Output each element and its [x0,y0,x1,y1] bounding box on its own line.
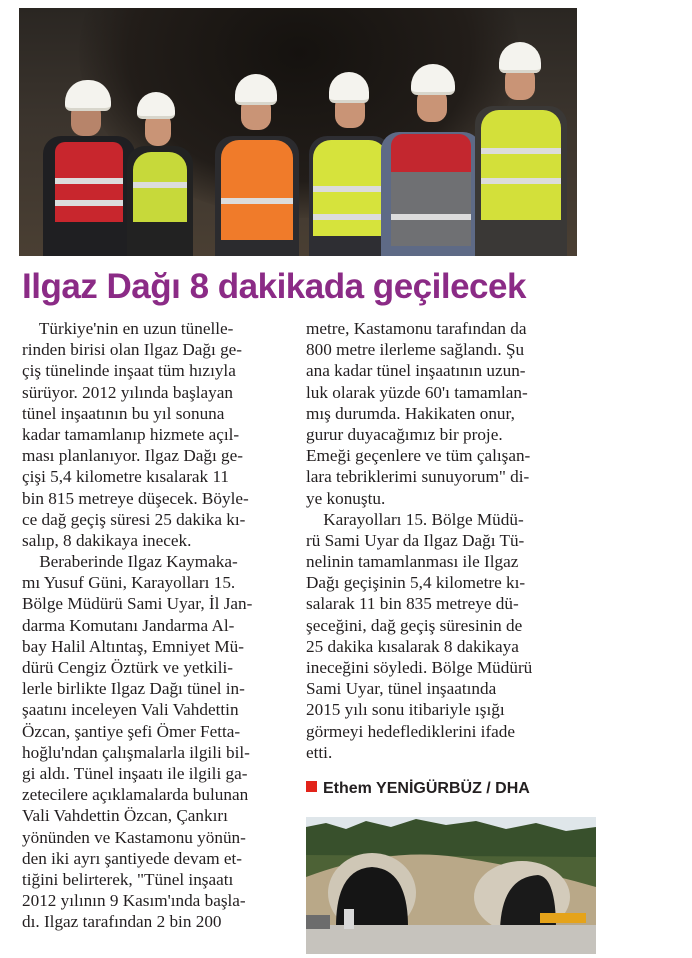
text-line: nelinin tamamlanması ile Ilgaz [306,552,519,572]
worker-figure [121,86,201,256]
text-line: bin 815 metreye düşecek. Böyle- [22,488,249,508]
text-line: zetecilere açıklamalarda bulunan [22,785,249,805]
worker-figure [471,30,571,256]
text-line: sürüyor. 2012 yılında başlayan [22,382,233,402]
text-line: Dağı geçişinin 5,4 kilometre kı- [306,573,526,593]
text-line: gurur duyacağımız bir proje. [306,424,503,444]
text-line: 25 dakika kısalarak 8 dakikaya [306,636,519,656]
text-line: bay Halil Altıntaş, Emniyet Mü- [22,636,244,656]
text-line: Beraberinde Ilgaz Kaymaka- [22,552,238,572]
text-line: etti. [306,742,333,762]
text-line: tünel inşaatının bu yıl sonuna [22,403,225,423]
text-line: ması planlanıyor. Ilgaz Dağı ge- [22,446,243,466]
text-line: Karayolları 15. Bölge Müdü- [306,509,524,529]
text-line: 2012 yılının 9 Kasım'ında başla- [22,891,246,911]
worker-figure [375,46,485,256]
text-line: şeceğini, dağ geçiş süresinin de [306,615,523,635]
text-line: lerle birlikte Ilgaz Dağı tünel in- [22,679,245,699]
article-headline: Ilgaz Dağı 8 dakikada geçilecek [22,267,526,306]
text-line: lara tebriklerimi sunuyorum" di- [306,467,530,487]
text-line: luk olarak yüzde 60'ı tamamlan- [306,382,528,402]
text-line: çiş tünelinde inşaat tüm hızıyla [22,361,236,381]
text-line: yönünden ve Kastamonu yönün- [22,827,246,847]
text-line: Emeği geçenlere ve tüm çalışan- [306,446,531,466]
text-line: dürü Cengiz Öztürk ve yetkili- [22,658,233,677]
text-line: salıp, 8 dakikaya inecek. [22,530,192,550]
article-body-left-column [22,318,294,932]
worker-figure [207,56,307,256]
text-line: şaatını inceleyen Vali Vahdettin [22,700,239,720]
text-line: den iki ayrı şantiyede devam et- [22,848,243,868]
photo-tunnel-inspection [19,8,577,256]
text-line: 800 metre ilerleme sağlandı. Şu [306,340,525,360]
text-line: kadar tamamlanıp hizmete açıl- [22,424,240,444]
text-line: dı. Ilgaz tarafından 2 bin 200 [22,912,222,932]
text-line: ana kadar tünel inşaatının uzun- [306,361,526,381]
text-line: ineceğini söyledi. Bölge Müdürü [306,658,533,677]
text-line: metre, Kastamonu tarafından da [306,319,527,338]
article-body-right-column [306,318,578,763]
text-line: rinden birisi olan Ilgaz Dağı ge- [22,340,243,360]
text-line: rü Sami Uyar da Ilgaz Dağı Tü- [306,530,525,550]
text-line: gi aldı. Tünel inşaatı ile ilgili ga- [22,763,248,783]
byline-marker-icon [306,781,317,792]
text-line: görmeyi hedeflediklerini ifade [306,721,516,741]
text-line: Türkiye'nin en uzun tünelle- [22,319,234,338]
text-line: çişi 5,4 kilometre kısalarak 11 [22,467,229,487]
text-line: hoğlu'ndan çalışmalarla ilgili bil- [22,742,250,762]
text-line: 2015 yılı sonu itibariyle ışığı [306,700,505,720]
text-line: tiğini belirterek, "Tünel inşaatı [22,869,234,889]
byline-text: Ethem YENİGÜRBÜZ / DHA [323,780,530,797]
text-line: mı Yusuf Güni, Karayolları 15. [22,573,236,593]
text-line: ye konuştu. [306,488,386,508]
text-line: salarak 11 bin 835 metreye dü- [306,594,519,614]
photo-tunnel-portals [306,817,596,954]
text-line: Sami Uyar, tünel inşaatında [306,679,497,699]
text-line: Vali Vahdettin Özcan, Çankırı [22,806,228,826]
text-line: ce dağ geçiş süresi 25 dakika kı- [22,509,246,529]
text-line: mış durumda. Hakikaten onur, [306,403,515,423]
text-line: Özcan, şantiye şefi Ömer Fetta- [22,721,241,741]
tunnel-portals-illustration [306,817,596,954]
text-line: darma Komutanı Jandarma Al- [22,615,235,635]
article-byline [306,780,530,798]
text-line: Bölge Müdürü Sami Uyar, İl Jan- [22,594,253,614]
